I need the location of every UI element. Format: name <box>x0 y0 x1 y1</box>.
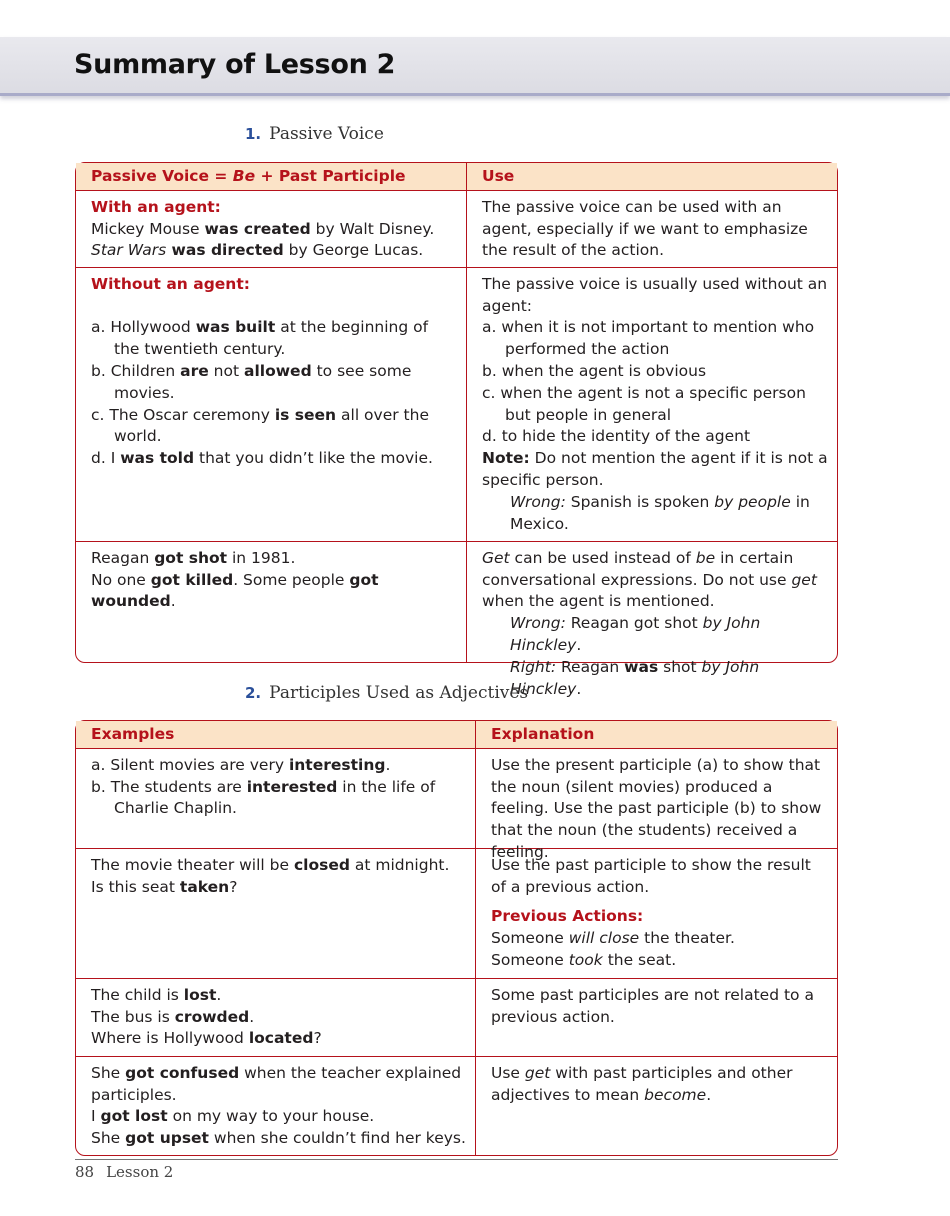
use-intro: The passive voice is usually used without an agent: <box>482 274 828 315</box>
section-2-number: 2. <box>245 684 262 702</box>
section-1-title <box>245 124 384 144</box>
table-header-row <box>76 721 837 748</box>
header-cell-left: Examples <box>91 725 175 743</box>
row-label: With an agent: <box>91 197 221 216</box>
section-2-title <box>245 683 528 703</box>
example-line: Mickey Mouse was created by Walt Disney. <box>91 219 435 238</box>
list-item: d. to hide the identity of the agent <box>482 427 751 446</box>
list-item: b. The students are interested in the life of Charlie Chaplin. <box>91 777 436 818</box>
list-item: b. when the agent is obvious <box>482 361 707 380</box>
use-text: Get can be used instead of be in certain conversational expressions. Do not use get when the agent is mentioned. <box>482 548 817 611</box>
examples-cell <box>76 979 475 1056</box>
example-line: Is this seat taken? <box>91 877 238 896</box>
examples-cell <box>76 268 466 541</box>
table-header-row <box>76 163 837 190</box>
use-cell <box>466 268 837 541</box>
section-1-label: Passive Voice <box>269 124 384 144</box>
example-line: Someone will close the theater. <box>491 929 735 948</box>
header-cell-right: Explanation <box>475 721 837 748</box>
participles-table <box>75 720 838 1156</box>
explanation-text: Use the past participle to show the result of a previous action. <box>491 855 811 896</box>
list-item: b. Children are not allowed to see some movies. <box>91 361 412 402</box>
table-row <box>76 748 837 861</box>
example-line: The child is lost. <box>91 985 222 1004</box>
explanation-cell: Some past participles are not related to a previous action. <box>475 979 837 1056</box>
examples-cell <box>76 749 475 848</box>
example-line: Reagan got shot in 1981. <box>91 548 296 567</box>
examples-cell <box>76 542 466 662</box>
use-cell <box>466 542 837 698</box>
header-cell-left: Passive Voice = Be + Past Participle <box>91 167 406 185</box>
list-item: a. Silent movies are very interesting. <box>91 755 391 774</box>
examples-cell <box>76 849 475 978</box>
footer-divider <box>75 1159 838 1160</box>
table-row <box>76 978 837 1056</box>
explanation-cell <box>475 849 837 978</box>
example-line: The bus is crowded. <box>91 1007 255 1026</box>
page-footer <box>75 1163 185 1181</box>
examples-cell <box>76 1057 475 1155</box>
table-row <box>76 267 837 541</box>
row-label: Without an agent: <box>91 274 250 293</box>
list-item: a. when it is not important to mention who performed the action <box>482 318 815 359</box>
page-header <box>0 37 950 96</box>
page-number: 88 <box>75 1163 95 1181</box>
examples-cell <box>76 191 466 267</box>
list-item: c. The Oscar ceremony is seen all over the world. <box>91 405 429 446</box>
right-example: Right: Reagan was shot by John Hinckley. <box>510 657 760 698</box>
list-item: c. when the agent is not a specific person but people in general <box>482 383 806 424</box>
list-item: d. I was told that you didn’t like the movie. <box>91 449 433 468</box>
explanation-cell: Use get with past participles and other adjectives to mean become. <box>475 1057 837 1155</box>
table-row <box>76 190 837 267</box>
example-line: I got lost on my way to your house. <box>91 1107 375 1126</box>
wrong-example: Wrong: Spanish is spoken by people in Mexico. <box>510 492 810 533</box>
explanation-cell: Use the present participle (a) to show that the noun (silent movies) produced a feeling. Use the past participle (b) to show that the noun (the students) received a feeling. <box>475 749 837 848</box>
example-line: No one got killed. Some people got wounded. <box>91 570 379 611</box>
header-cell-right: Use <box>466 163 837 190</box>
example-line: The movie theater will be closed at midnight. <box>91 855 450 874</box>
use-cell: The passive voice can be used with an agent, especially if we want to emphasize the result of the action. <box>466 191 837 267</box>
example-line: Star Wars was directed by George Lucas. <box>91 241 424 260</box>
example-line: She got confused when the teacher explained participles. <box>91 1063 462 1104</box>
footer-lesson: Lesson 2 <box>106 1163 174 1181</box>
section-2-label: Participles Used as Adjectives <box>269 683 529 703</box>
example-line: Where is Hollywood located? <box>91 1029 322 1048</box>
list-item: a. Hollywood was built at the beginning of the twentieth century. <box>91 318 429 359</box>
table-row <box>76 1056 837 1155</box>
section-1-number: 1. <box>245 125 262 143</box>
previous-actions-label: Previous Actions: <box>491 907 644 926</box>
table-row <box>76 848 837 978</box>
note: Note: Do not mention the agent if it is not a specific person. <box>482 449 828 489</box>
example-line: Someone took the seat. <box>491 950 677 969</box>
page-title: Summary of Lesson 2 <box>74 49 396 80</box>
example-line: She got upset when she couldn’t find her keys. <box>91 1129 466 1148</box>
wrong-example: Wrong: Reagan got shot by John Hinckley. <box>510 614 761 654</box>
